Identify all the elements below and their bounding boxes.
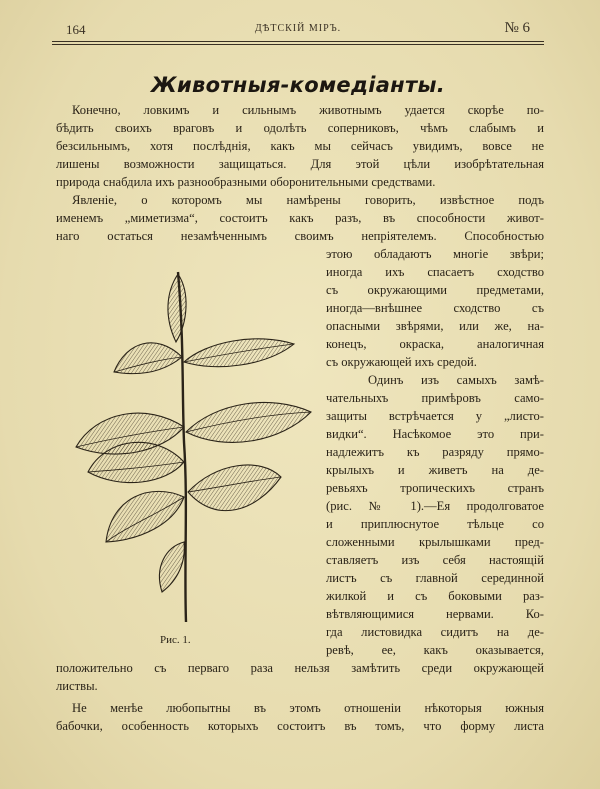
text-line: Конечно, ловкимъ и сильнымъ животнымъ удается скорѣе по- [72, 103, 544, 117]
text-line: безсильнымъ, хотя послѣднія, какъ мы сейчасъ увидимъ, вовсе не [56, 139, 544, 153]
text-line: иногда—внѣшнее сходство съ [326, 301, 544, 315]
running-header [52, 22, 544, 42]
text-line: ставляетъ изъ себя настоящій [326, 553, 544, 567]
text-line: надлежитъ къ разряду прямо- [326, 445, 544, 459]
text-line: видки“. Насѣкомое это при- [326, 427, 544, 441]
issue-number: № 6 [504, 20, 530, 36]
leaf-insect-illustration [66, 262, 316, 624]
text-line: жилкой и съ боковыми раз- [326, 589, 544, 603]
article-title: Животныя-комедіанты. [150, 73, 446, 97]
text-line: листвы. [56, 679, 98, 693]
text-line: природа снабдила ихъ разнообразными оборонительными средствами. [56, 175, 436, 189]
text-line: бабочки, особенность которыхъ состоитъ въ томъ, что форму листа [56, 719, 544, 733]
header-rule [52, 41, 544, 42]
text-line: конецъ, окраска, аналогичная [326, 337, 544, 351]
text-line: (рис. № 1).—Ея продолговатое [326, 499, 544, 513]
text-line: положительно съ перваго раза нельзя замѣтить среди окружающей [56, 661, 544, 675]
text-line: съ окружающими предметами, [326, 283, 544, 297]
text-line: съ окружающей ихъ средой. [326, 355, 477, 369]
text-line: листъ съ главной серединной [326, 571, 544, 585]
magazine-title: ДѢТСКІЙ МІРЪ. [254, 23, 342, 34]
text-line: ревьяхъ тропическихъ странъ [326, 481, 544, 495]
text-line: Не менѣе любопытны въ этомъ отношеніи нѣкоторыя южныя [72, 701, 544, 715]
text-line: защиты встрѣчается у „листо- [326, 409, 544, 423]
text-line: крылыхъ и живетъ на де- [326, 463, 544, 477]
text-line: сложенными крылышками пред- [326, 535, 544, 549]
text-line: Одинъ изъ самыхъ замѣ- [368, 373, 544, 387]
text-line: именемъ „миметизма“, состоитъ какъ разъ, въ способности живот- [56, 211, 544, 225]
text-line: этою обладаютъ многіе звѣри; [326, 247, 544, 261]
header-rule-double [52, 44, 544, 45]
text-line: лишены возможности защищаться. Для этой цѣли изобрѣтательная [56, 157, 544, 171]
page-number: 164 [66, 22, 86, 37]
text-line: бѣдить своихъ враговъ и одолѣть соперниковъ, чѣмъ слабымъ и [56, 121, 544, 135]
text-line: и приплюснутое тѣльце со [326, 517, 544, 531]
text-line: гда листовидка сидитъ на де- [326, 625, 544, 639]
text-line: опасными звѣрями, или же, на- [326, 319, 544, 333]
leaf-insect-branch-icon [76, 272, 311, 622]
text-line: иногда ихъ спасаетъ сходство [326, 265, 544, 279]
text-line: наго остаться незамѣченнымъ своимъ непріятелемъ. Способностью [56, 229, 544, 243]
text-line: Явленіе, о которомъ мы намѣрены говорить, извѣстное подъ [72, 193, 544, 207]
text-line: чательныхъ примѣровъ само- [326, 391, 544, 405]
text-line: ревѣ, ее, какъ оказывается, [326, 643, 544, 657]
figure-caption: Рис. 1. [160, 634, 191, 646]
text-line: вѣтвляющимися нервами. Ко- [326, 607, 544, 621]
